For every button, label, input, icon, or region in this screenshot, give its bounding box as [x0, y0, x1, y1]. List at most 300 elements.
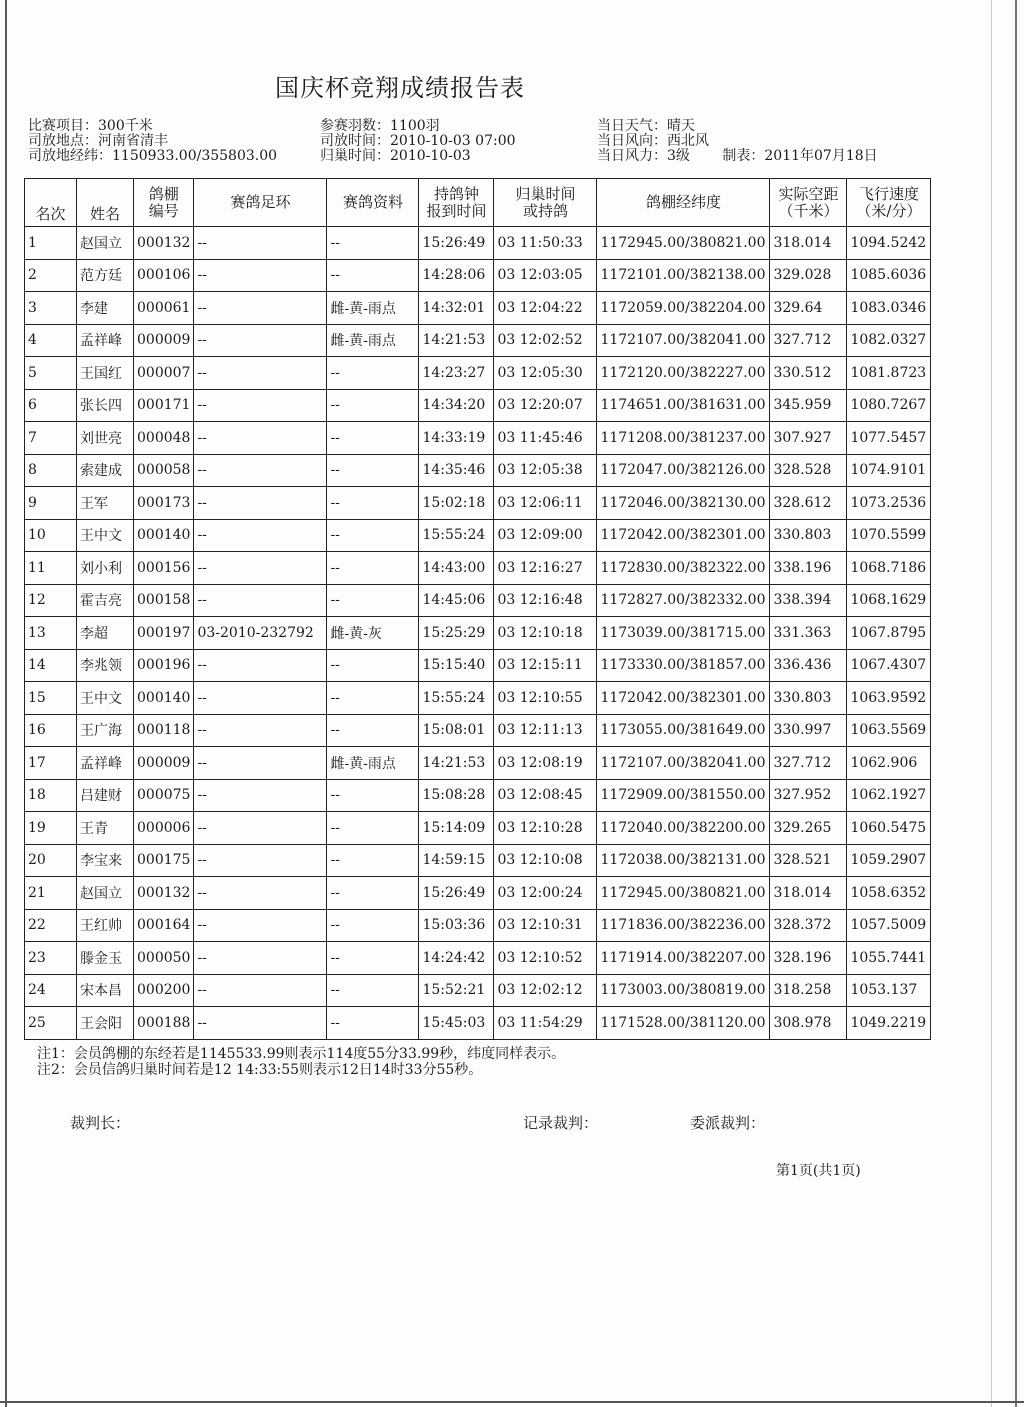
release-location: 司放地点：河南省清丰 — [28, 133, 168, 149]
table-row — [25, 389, 931, 422]
cell-rank: 22 — [25, 909, 77, 942]
cell-name: 王中文 — [77, 682, 134, 715]
cell-bird-info: -- — [327, 812, 419, 845]
cell-ring: -- — [194, 1007, 327, 1040]
cell-return-time: 03 11:54:29 — [494, 1007, 597, 1040]
page-number: 第1页(共1页) — [776, 1163, 861, 1179]
entry-count: 参赛羽数：1100羽 — [320, 118, 440, 134]
cell-return-time: 03 11:50:33 — [494, 227, 597, 260]
cell-clock-time: 14:34:20 — [419, 389, 494, 422]
cell-clock-time: 14:33:19 — [419, 422, 494, 455]
wind-force: 当日风力：3级 — [597, 148, 690, 164]
cell-loft-id: 000171 — [134, 389, 194, 422]
cell-distance: 318.014 — [770, 877, 847, 910]
cell-name: 吕建财 — [77, 779, 134, 812]
cell-name: 王中文 — [77, 519, 134, 552]
cell-coordinates: 1171836.00/382236.00 — [597, 909, 770, 942]
cell-speed: 1082.0327 — [847, 324, 931, 357]
cell-speed: 1063.9592 — [847, 682, 931, 715]
cell-distance: 329.028 — [770, 259, 847, 292]
cell-ring: -- — [194, 682, 327, 715]
cell-speed: 1049.2219 — [847, 1007, 931, 1040]
cell-coordinates: 1172046.00/382130.00 — [597, 487, 770, 520]
cell-clock-time: 14:23:27 — [419, 357, 494, 390]
cell-name: 李建 — [77, 292, 134, 325]
header-loft-id: 鸽棚 编号 — [134, 179, 194, 227]
table-row — [25, 747, 931, 780]
cell-clock-time: 15:26:49 — [419, 227, 494, 260]
cell-distance: 328.521 — [770, 844, 847, 877]
cell-ring: -- — [194, 812, 327, 845]
cell-ring: -- — [194, 292, 327, 325]
cell-coordinates: 1172945.00/380821.00 — [597, 877, 770, 910]
header-speed: 飞行速度 （米/分） — [847, 179, 931, 227]
race-info-col-3 — [597, 119, 878, 164]
cell-rank: 9 — [25, 487, 77, 520]
cell-coordinates: 1171208.00/381237.00 — [597, 422, 770, 455]
cell-ring: -- — [194, 877, 327, 910]
race-info-col-2 — [320, 119, 516, 164]
cell-bird-info: -- — [327, 909, 419, 942]
cell-ring: -- — [194, 974, 327, 1007]
wind-direction: 当日风向：西北风 — [597, 133, 709, 149]
cell-ring: -- — [194, 519, 327, 552]
cell-ring: -- — [194, 584, 327, 617]
cell-loft-id: 000140 — [134, 682, 194, 715]
cell-rank: 14 — [25, 649, 77, 682]
cell-bird-info: -- — [327, 714, 419, 747]
cell-rank: 7 — [25, 422, 77, 455]
cell-ring: -- — [194, 649, 327, 682]
cell-speed: 1070.5599 — [847, 519, 931, 552]
table-row — [25, 259, 931, 292]
cell-distance: 318.258 — [770, 974, 847, 1007]
cell-rank: 16 — [25, 714, 77, 747]
cell-name: 王军 — [77, 487, 134, 520]
cell-bird-info: -- — [327, 552, 419, 585]
wind-force-row — [597, 149, 878, 164]
cell-rank: 8 — [25, 454, 77, 487]
cell-ring: -- — [194, 844, 327, 877]
cell-return-time: 03 12:15:11 — [494, 649, 597, 682]
cell-return-time: 03 11:45:46 — [494, 422, 597, 455]
cell-loft-id: 000132 — [134, 877, 194, 910]
cell-distance: 338.196 — [770, 552, 847, 585]
cell-name: 赵国立 — [77, 227, 134, 260]
cell-return-time: 03 12:00:24 — [494, 877, 597, 910]
cell-loft-id: 000156 — [134, 552, 194, 585]
cell-distance: 331.363 — [770, 617, 847, 650]
cell-clock-time: 14:59:15 — [419, 844, 494, 877]
cell-loft-id: 000009 — [134, 747, 194, 780]
cell-bird-info: -- — [327, 877, 419, 910]
cell-rank: 12 — [25, 584, 77, 617]
cell-distance: 328.612 — [770, 487, 847, 520]
cell-clock-time: 14:32:01 — [419, 292, 494, 325]
cell-clock-time: 14:35:46 — [419, 454, 494, 487]
table-row — [25, 909, 931, 942]
cell-return-time: 03 12:10:08 — [494, 844, 597, 877]
cell-ring: -- — [194, 714, 327, 747]
cell-return-time: 03 12:08:45 — [494, 779, 597, 812]
cell-bird-info: -- — [327, 357, 419, 390]
cell-distance: 327.712 — [770, 747, 847, 780]
cell-return-time: 03 12:08:19 — [494, 747, 597, 780]
cell-rank: 17 — [25, 747, 77, 780]
cell-return-time: 03 12:05:30 — [494, 357, 597, 390]
cell-distance: 307.927 — [770, 422, 847, 455]
cell-rank: 4 — [25, 324, 77, 357]
cell-speed: 1068.7186 — [847, 552, 931, 585]
cell-coordinates: 1173003.00/380819.00 — [597, 974, 770, 1007]
header-distance: 实际空距 （千米） — [770, 179, 847, 227]
cell-loft-id: 000132 — [134, 227, 194, 260]
cell-name: 张长四 — [77, 389, 134, 422]
cell-return-time: 03 12:20:07 — [494, 389, 597, 422]
cell-bird-info: -- — [327, 519, 419, 552]
cell-distance: 345.959 — [770, 389, 847, 422]
cell-coordinates: 1174651.00/381631.00 — [597, 389, 770, 422]
cell-rank: 11 — [25, 552, 77, 585]
scan-edge-left — [5, 0, 7, 1407]
cell-loft-id: 000173 — [134, 487, 194, 520]
cell-return-time: 03 12:03:05 — [494, 259, 597, 292]
results-table — [24, 178, 931, 1040]
cell-ring: -- — [194, 259, 327, 292]
cell-return-time: 03 12:10:18 — [494, 617, 597, 650]
cell-bird-info: -- — [327, 779, 419, 812]
cell-name: 霍吉亮 — [77, 584, 134, 617]
cell-bird-info: -- — [327, 974, 419, 1007]
cell-speed: 1062.1927 — [847, 779, 931, 812]
cell-bird-info: -- — [327, 487, 419, 520]
cell-loft-id: 000048 — [134, 422, 194, 455]
cell-speed: 1068.1629 — [847, 584, 931, 617]
return-time: 归巢时间：2010-10-03 — [320, 148, 471, 164]
cell-ring: -- — [194, 909, 327, 942]
cell-name: 宋本昌 — [77, 974, 134, 1007]
cell-distance: 336.436 — [770, 649, 847, 682]
cell-rank: 24 — [25, 974, 77, 1007]
cell-return-time: 03 12:09:00 — [494, 519, 597, 552]
cell-speed: 1055.7441 — [847, 942, 931, 975]
cell-speed: 1060.5475 — [847, 812, 931, 845]
scan-edge-right — [1015, 0, 1017, 1407]
cell-coordinates: 1172830.00/382322.00 — [597, 552, 770, 585]
cell-loft-id: 000058 — [134, 454, 194, 487]
cell-loft-id: 000106 — [134, 259, 194, 292]
cell-rank: 13 — [25, 617, 77, 650]
cell-clock-time: 15:45:03 — [419, 1007, 494, 1040]
cell-coordinates: 1172827.00/382332.00 — [597, 584, 770, 617]
cell-speed: 1073.2536 — [847, 487, 931, 520]
table-row — [25, 682, 931, 715]
cell-ring: -- — [194, 422, 327, 455]
recording-referee-label: 记录裁判： — [523, 1114, 599, 1132]
cell-bird-info: -- — [327, 389, 419, 422]
cell-distance: 318.014 — [770, 227, 847, 260]
cell-loft-id: 000007 — [134, 357, 194, 390]
cell-distance: 329.64 — [770, 292, 847, 325]
made-date: 制表：2011年07月18日 — [722, 148, 878, 164]
cell-speed: 1059.2907 — [847, 844, 931, 877]
cell-coordinates: 1172909.00/381550.00 — [597, 779, 770, 812]
cell-name: 王青 — [77, 812, 134, 845]
cell-return-time: 03 12:10:52 — [494, 942, 597, 975]
cell-bird-info: -- — [327, 682, 419, 715]
cell-rank: 21 — [25, 877, 77, 910]
cell-rank: 20 — [25, 844, 77, 877]
cell-coordinates: 1172042.00/382301.00 — [597, 682, 770, 715]
table-row — [25, 617, 931, 650]
cell-name: 王会阳 — [77, 1007, 134, 1040]
cell-ring: -- — [194, 487, 327, 520]
cell-coordinates: 1171528.00/381120.00 — [597, 1007, 770, 1040]
table-row — [25, 584, 931, 617]
cell-bird-info: -- — [327, 454, 419, 487]
note-1: 注1：会员鸽棚的东经若是1145533.99则表示114度55分33.99秒，纬度同样表示。 — [37, 1046, 566, 1062]
table-row — [25, 1007, 931, 1040]
cell-rank: 15 — [25, 682, 77, 715]
cell-ring: -- — [194, 779, 327, 812]
cell-name: 李宝来 — [77, 844, 134, 877]
header-return-time: 归巢时间 或持鸽 — [494, 179, 597, 227]
cell-return-time: 03 12:02:52 — [494, 324, 597, 357]
cell-rank: 25 — [25, 1007, 77, 1040]
cell-coordinates: 1172945.00/380821.00 — [597, 227, 770, 260]
cell-speed: 1080.7267 — [847, 389, 931, 422]
cell-bird-info: -- — [327, 259, 419, 292]
cell-speed: 1067.4307 — [847, 649, 931, 682]
cell-bird-info: -- — [327, 844, 419, 877]
cell-loft-id: 000200 — [134, 974, 194, 1007]
release-coordinates: 司放地经纬：1150933.00/355803.00 — [28, 148, 278, 164]
cell-return-time: 03 12:10:28 — [494, 812, 597, 845]
cell-distance: 327.952 — [770, 779, 847, 812]
weather: 当日天气：晴天 — [597, 118, 695, 134]
cell-name: 王广海 — [77, 714, 134, 747]
table-row — [25, 714, 931, 747]
cell-name: 滕金玉 — [77, 942, 134, 975]
cell-name: 王国红 — [77, 357, 134, 390]
table-row — [25, 454, 931, 487]
cell-name: 范方廷 — [77, 259, 134, 292]
cell-return-time: 03 12:16:27 — [494, 552, 597, 585]
cell-bird-info: 雌-黄-雨点 — [327, 324, 419, 357]
cell-name: 索建成 — [77, 454, 134, 487]
cell-distance: 329.265 — [770, 812, 847, 845]
cell-speed: 1058.6352 — [847, 877, 931, 910]
cell-clock-time: 15:08:01 — [419, 714, 494, 747]
cell-speed: 1063.5569 — [847, 714, 931, 747]
release-time: 司放时间：2010-10-03 07:00 — [320, 133, 516, 149]
cell-clock-time: 15:14:09 — [419, 812, 494, 845]
cell-coordinates: 1172107.00/382041.00 — [597, 324, 770, 357]
cell-ring: -- — [194, 552, 327, 585]
cell-clock-time: 15:55:24 — [419, 682, 494, 715]
cell-rank: 10 — [25, 519, 77, 552]
cell-loft-id: 000158 — [134, 584, 194, 617]
cell-return-time: 03 12:04:22 — [494, 292, 597, 325]
cell-rank: 5 — [25, 357, 77, 390]
cell-bird-info: 雌-黄-灰 — [327, 617, 419, 650]
cell-speed: 1067.8795 — [847, 617, 931, 650]
cell-loft-id: 000188 — [134, 1007, 194, 1040]
cell-name: 李兆领 — [77, 649, 134, 682]
cell-coordinates: 1172040.00/382200.00 — [597, 812, 770, 845]
cell-speed: 1081.8723 — [847, 357, 931, 390]
cell-name: 孟祥峰 — [77, 747, 134, 780]
cell-loft-id: 000197 — [134, 617, 194, 650]
cell-loft-id: 000196 — [134, 649, 194, 682]
cell-clock-time: 15:52:21 — [419, 974, 494, 1007]
cell-ring: -- — [194, 389, 327, 422]
table-row — [25, 519, 931, 552]
note-2: 注2：会员信鸽归巢时间若是12 14:33:55则表示12日14时33分55秒。 — [37, 1062, 483, 1078]
cell-return-time: 03 12:10:31 — [494, 909, 597, 942]
cell-clock-time: 14:43:00 — [419, 552, 494, 585]
cell-name: 刘小利 — [77, 552, 134, 585]
table-row — [25, 324, 931, 357]
cell-bird-info: -- — [327, 584, 419, 617]
cell-distance: 330.803 — [770, 519, 847, 552]
cell-ring: -- — [194, 454, 327, 487]
cell-distance: 328.196 — [770, 942, 847, 975]
cell-speed: 1062.906 — [847, 747, 931, 780]
cell-speed: 1057.5009 — [847, 909, 931, 942]
table-row — [25, 422, 931, 455]
cell-rank: 23 — [25, 942, 77, 975]
cell-distance: 327.712 — [770, 324, 847, 357]
cell-clock-time: 14:21:53 — [419, 747, 494, 780]
header-coordinates: 鸽棚经纬度 — [597, 179, 770, 227]
cell-ring: -- — [194, 942, 327, 975]
cell-speed: 1053.137 — [847, 974, 931, 1007]
cell-clock-time: 14:24:42 — [419, 942, 494, 975]
scan-edge-inner-right — [991, 0, 992, 1407]
cell-bird-info: -- — [327, 422, 419, 455]
report-title: 国庆杯竞翔成绩报告表 — [275, 74, 525, 102]
cell-loft-id: 000050 — [134, 942, 194, 975]
cell-coordinates: 1172107.00/382041.00 — [597, 747, 770, 780]
cell-bird-info: -- — [327, 1007, 419, 1040]
table-row — [25, 552, 931, 585]
cell-clock-time: 14:21:53 — [419, 324, 494, 357]
cell-rank: 2 — [25, 259, 77, 292]
cell-coordinates: 1172038.00/382131.00 — [597, 844, 770, 877]
cell-clock-time: 15:15:40 — [419, 649, 494, 682]
cell-loft-id: 000140 — [134, 519, 194, 552]
cell-clock-time: 15:02:18 — [419, 487, 494, 520]
table-row — [25, 649, 931, 682]
header-ring: 赛鸽足环 — [194, 179, 327, 227]
cell-loft-id: 000075 — [134, 779, 194, 812]
cell-coordinates: 1173330.00/381857.00 — [597, 649, 770, 682]
cell-clock-time: 15:26:49 — [419, 877, 494, 910]
cell-rank: 1 — [25, 227, 77, 260]
table-row — [25, 227, 931, 260]
table-row — [25, 812, 931, 845]
header-clock-time: 持鸽钟 报到时间 — [419, 179, 494, 227]
cell-return-time: 03 12:10:55 — [494, 682, 597, 715]
cell-name: 孟祥峰 — [77, 324, 134, 357]
cell-return-time: 03 12:16:48 — [494, 584, 597, 617]
cell-speed: 1094.5242 — [847, 227, 931, 260]
table-row — [25, 844, 931, 877]
cell-name: 赵国立 — [77, 877, 134, 910]
cell-coordinates: 1172059.00/382204.00 — [597, 292, 770, 325]
header-name: 姓名 — [77, 179, 134, 227]
cell-distance: 330.803 — [770, 682, 847, 715]
cell-coordinates: 1172047.00/382126.00 — [597, 454, 770, 487]
cell-ring: -- — [194, 227, 327, 260]
cell-ring: -- — [194, 747, 327, 780]
header-bird-info: 赛鸽资料 — [327, 179, 419, 227]
header-rank: 名次 — [25, 179, 77, 227]
cell-clock-time: 15:55:24 — [419, 519, 494, 552]
cell-distance: 328.528 — [770, 454, 847, 487]
scan-edge-bottom — [0, 1401, 1024, 1403]
table-header-row — [25, 179, 931, 227]
cell-clock-time: 15:03:36 — [419, 909, 494, 942]
cell-rank: 19 — [25, 812, 77, 845]
cell-ring: 03-2010-232792 — [194, 617, 327, 650]
cell-distance: 330.997 — [770, 714, 847, 747]
cell-coordinates: 1173039.00/381715.00 — [597, 617, 770, 650]
cell-loft-id: 000118 — [134, 714, 194, 747]
cell-loft-id: 000006 — [134, 812, 194, 845]
cell-coordinates: 1171914.00/382207.00 — [597, 942, 770, 975]
notes — [37, 1046, 565, 1078]
delegated-referee-label: 委派裁判： — [690, 1114, 766, 1132]
table-row — [25, 487, 931, 520]
table-body — [25, 227, 931, 1040]
cell-loft-id: 000061 — [134, 292, 194, 325]
table-row — [25, 942, 931, 975]
cell-coordinates: 1172042.00/382301.00 — [597, 519, 770, 552]
cell-speed: 1077.5457 — [847, 422, 931, 455]
cell-rank: 6 — [25, 389, 77, 422]
cell-distance: 330.512 — [770, 357, 847, 390]
cell-distance: 328.372 — [770, 909, 847, 942]
cell-name: 刘世亮 — [77, 422, 134, 455]
cell-clock-time: 15:25:29 — [419, 617, 494, 650]
cell-distance: 338.394 — [770, 584, 847, 617]
cell-return-time: 03 12:06:11 — [494, 487, 597, 520]
cell-return-time: 03 12:02:12 — [494, 974, 597, 1007]
cell-distance: 308.978 — [770, 1007, 847, 1040]
cell-loft-id: 000175 — [134, 844, 194, 877]
race-info-col-1 — [28, 119, 277, 164]
cell-rank: 18 — [25, 779, 77, 812]
cell-coordinates: 1172120.00/382227.00 — [597, 357, 770, 390]
cell-speed: 1074.9101 — [847, 454, 931, 487]
cell-return-time: 03 12:05:38 — [494, 454, 597, 487]
chief-referee-label: 裁判长： — [70, 1114, 131, 1132]
table-row — [25, 357, 931, 390]
table-row — [25, 877, 931, 910]
cell-bird-info: 雌-黄-雨点 — [327, 747, 419, 780]
cell-rank: 3 — [25, 292, 77, 325]
cell-clock-time: 15:08:28 — [419, 779, 494, 812]
table-row — [25, 974, 931, 1007]
table-row — [25, 292, 931, 325]
cell-bird-info: -- — [327, 942, 419, 975]
cell-loft-id: 000009 — [134, 324, 194, 357]
cell-clock-time: 14:28:06 — [419, 259, 494, 292]
cell-bird-info: -- — [327, 227, 419, 260]
cell-speed: 1085.6036 — [847, 259, 931, 292]
